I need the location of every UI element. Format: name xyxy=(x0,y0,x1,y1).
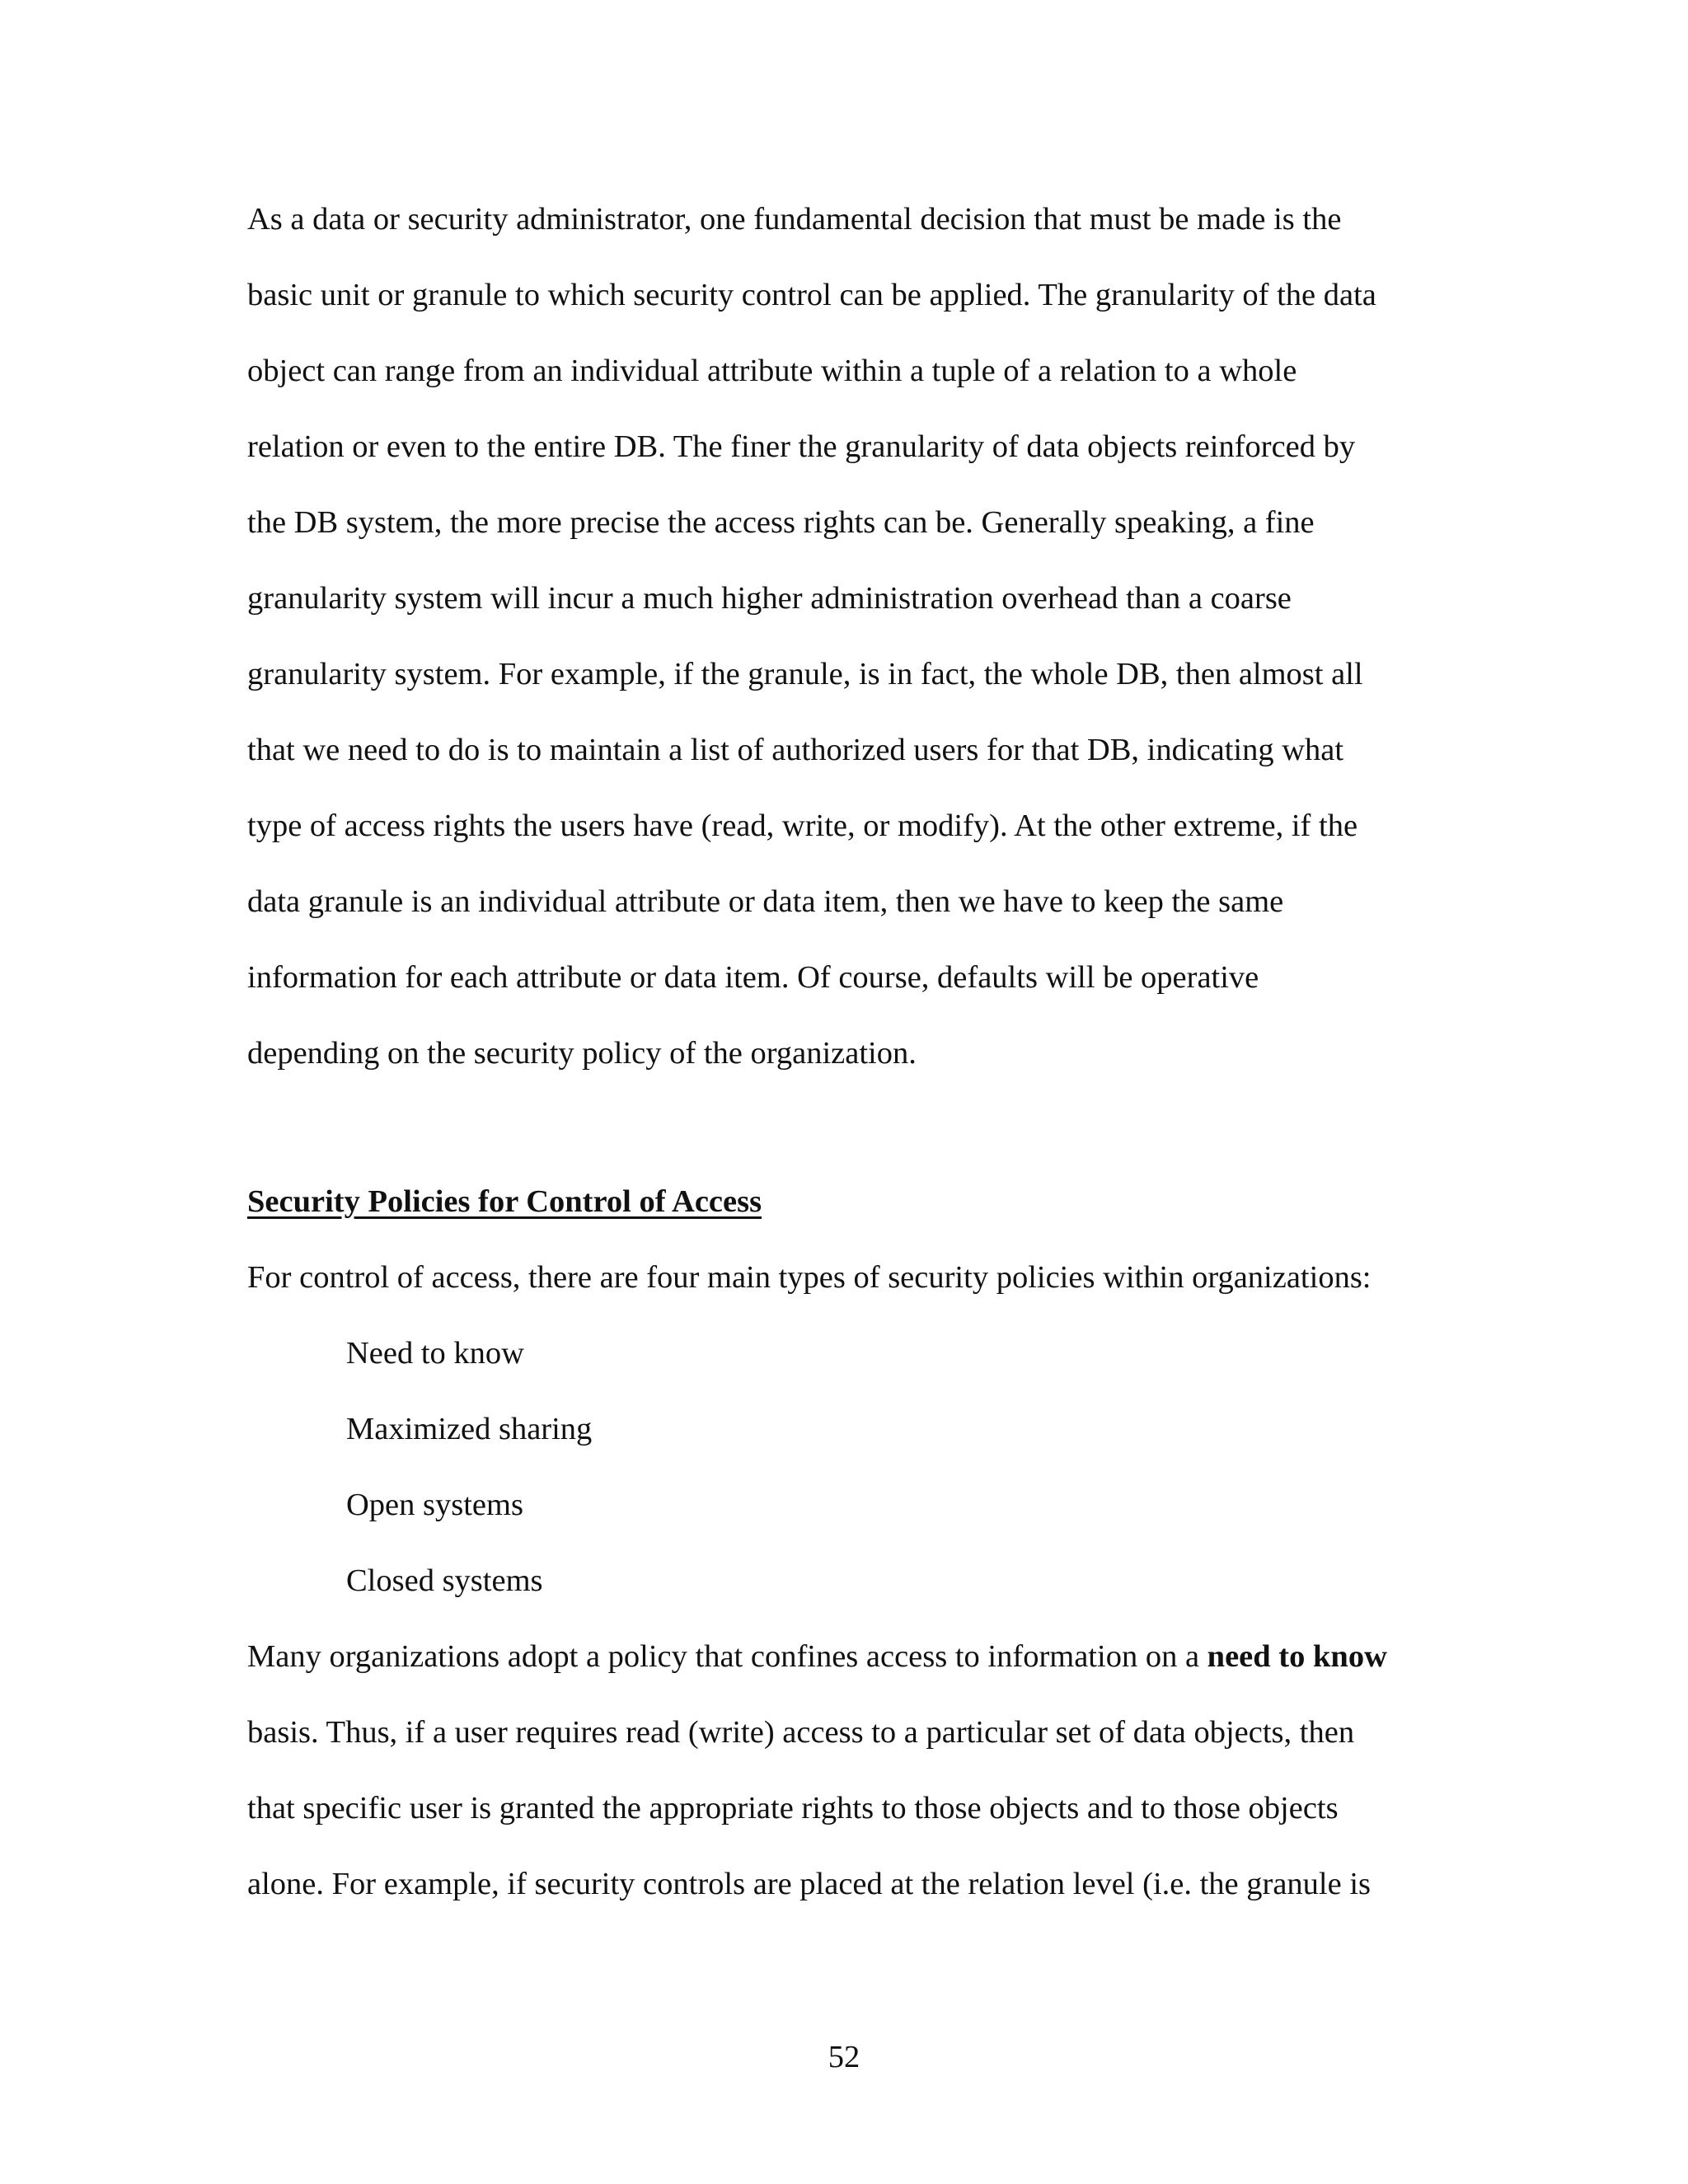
text-line: relation or even to the entire DB. The finer the granularity of data objects reinforced by xyxy=(247,429,1356,464)
paragraph-granularity xyxy=(247,181,1451,1091)
text-line: basis. Thus, if a user requires read (write) access to a particular set of data objects, then xyxy=(247,1715,1355,1750)
text-line: granularity system. For example, if the granule, is in fact, the whole DB, then almost all xyxy=(247,657,1363,691)
intro-paragraph xyxy=(247,1240,1451,1315)
text-line: type of access rights the users have (read, write, or modify). At the other extreme, if the xyxy=(247,808,1358,843)
paragraph-need-to-know xyxy=(247,1619,1451,1922)
text-line: object can range from an individual attribute within a tuple of a relation to a whole xyxy=(247,354,1297,388)
text-line: depending on the security policy of the organization. xyxy=(247,1036,917,1071)
policy-type-list xyxy=(346,1315,592,1619)
text-line: the DB system, the more precise the access rights can be. Generally speaking, a fine xyxy=(247,505,1315,540)
list-item: Need to know xyxy=(346,1336,524,1371)
text-span: Many organizations adopt a policy that confines access to information on a xyxy=(247,1639,1207,1674)
text-line: granularity system will incur a much higher administration overhead than a coarse xyxy=(247,581,1292,616)
section-heading: Security Policies for Control of Access xyxy=(247,1184,762,1219)
text-line: For control of access, there are four main types of security policies within organizations: xyxy=(247,1260,1372,1295)
list-item: Closed systems xyxy=(346,1563,543,1598)
bold-term: need to know xyxy=(1207,1639,1387,1674)
list-item: Maximized sharing xyxy=(346,1412,593,1446)
text-line: basic unit or granule to which security control can be applied. The granularity of the data xyxy=(247,278,1376,312)
page-number: 52 xyxy=(828,2040,860,2074)
text-line: that we need to do is to maintain a list of authorized users for that DB, indicating what xyxy=(247,733,1344,767)
text-line: data granule is an individual attribute or data item, then we have to keep the same xyxy=(247,884,1284,919)
list-item: Open systems xyxy=(346,1488,523,1522)
text-line xyxy=(247,1619,1451,1694)
text-line: that specific user is granted the appropriate rights to those objects and to those objects xyxy=(247,1791,1339,1825)
text-line: alone. For example, if security controls are placed at the relation level (i.e. the granule is xyxy=(247,1867,1372,1901)
text-line: information for each attribute or data item. Of course, defaults will be operative xyxy=(247,960,1259,995)
text-line: As a data or security administrator, one fundamental decision that must be made is the xyxy=(247,202,1342,237)
